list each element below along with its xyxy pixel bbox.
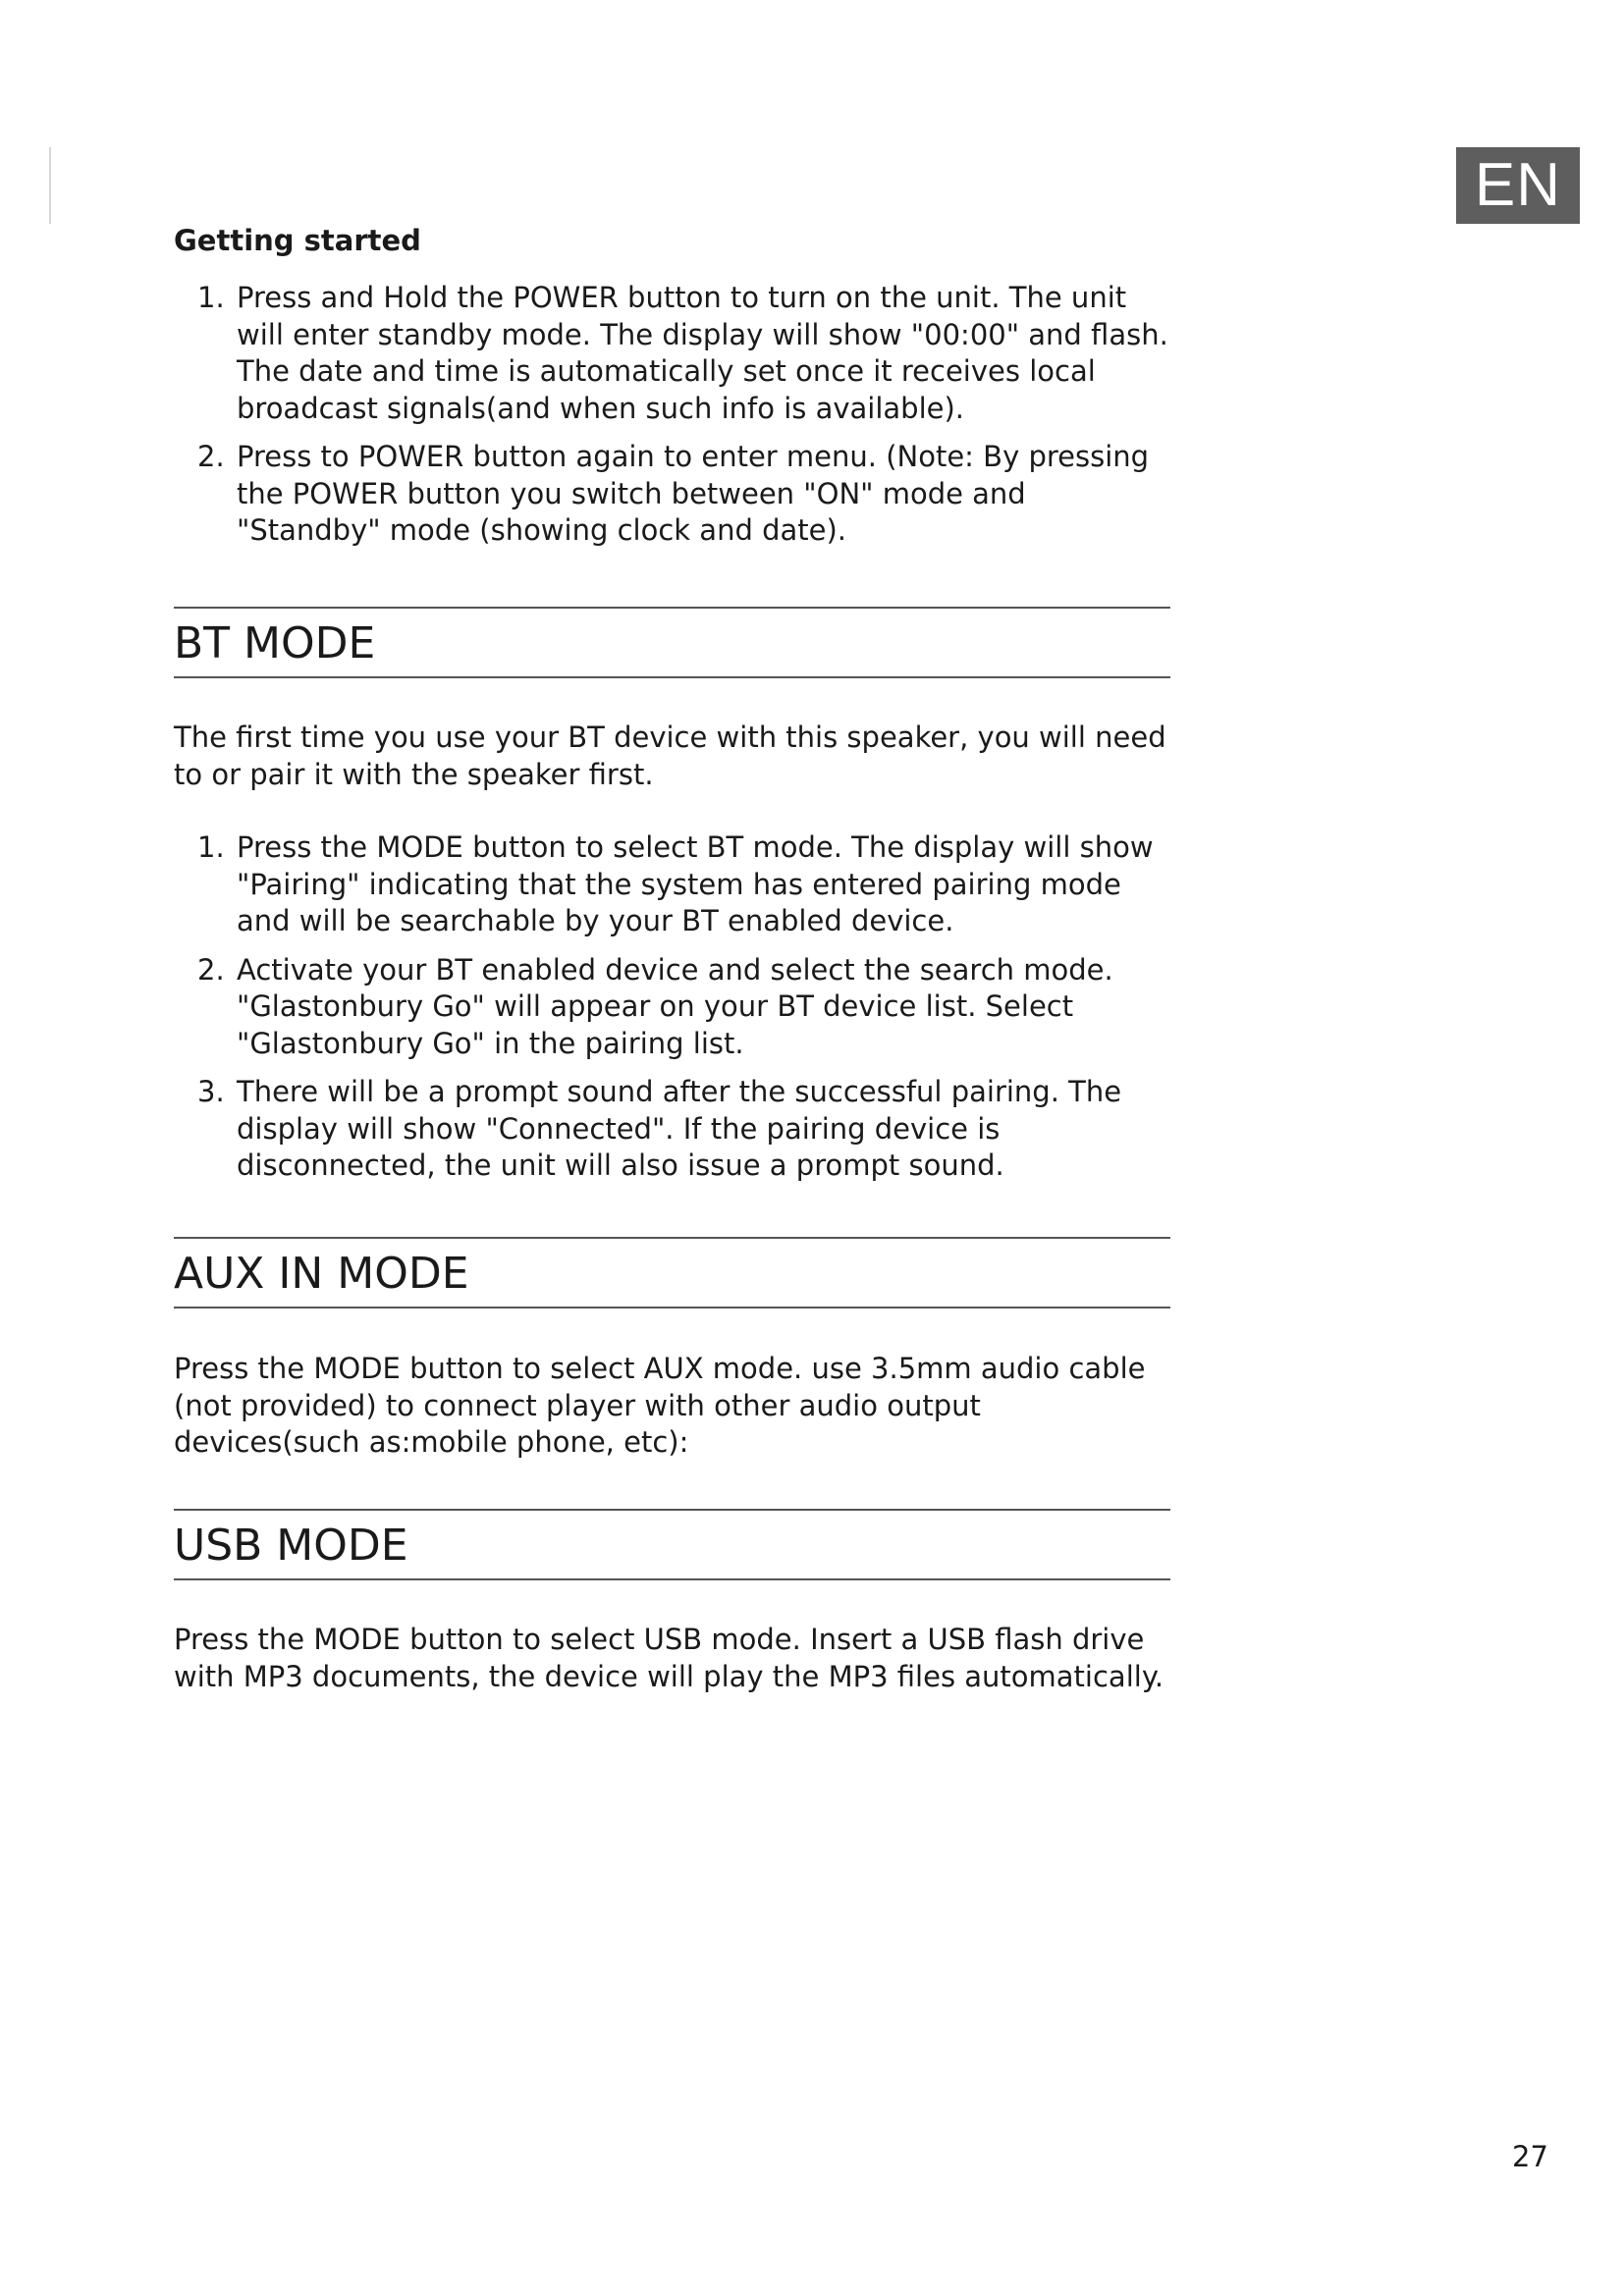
list-item <box>174 1074 1170 1185</box>
list-item-number: 3. <box>197 1075 225 1108</box>
section-rule-bottom <box>174 676 1170 678</box>
usb-mode-title: USB MODE <box>174 1521 408 1571</box>
list-item-number: 2. <box>197 440 225 473</box>
bt-mode-list <box>174 829 1170 1197</box>
section-rule-top <box>174 1509 1170 1511</box>
list-item-text: Press the MODE button to select BT mode. The display will show "Pairing" indicating that the system has entered pairing mode and will be searchable by your BT enabled device. <box>237 830 1154 937</box>
list-item-text: There will be a prompt sound after the successful pairing. The display will show "Connected". If the pairing device is disconnected, the unit will also issue a prompt sound. <box>237 1075 1122 1182</box>
list-item <box>174 280 1170 427</box>
usb-mode-text: Press the MODE button to select USB mode. Insert a USB flash drive with MP3 documents, the device will play the MP3 files automatically. <box>174 1623 1164 1693</box>
list-item-text: Activate your BT enabled device and select the search mode. "Glastonbury Go" will appear on your BT device list. Select "Glastonbury Go" in the pairing list. <box>237 952 1113 1060</box>
list-item <box>174 439 1170 550</box>
section-rule-bottom <box>174 1578 1170 1580</box>
list-item-text: Press to POWER button again to enter menu. (Note: By pressing the POWER button you switch between "ON" mode and "Standby" mode (showing clock and date). <box>237 440 1150 547</box>
section-rule-bottom <box>174 1307 1170 1308</box>
page-number: 27 <box>1512 2140 1548 2173</box>
list-item-number: 1. <box>197 281 225 314</box>
section-rule-top <box>174 1237 1170 1239</box>
bt-mode-title: BT MODE <box>174 618 376 668</box>
list-item <box>174 829 1170 940</box>
language-badge: EN <box>1456 147 1580 224</box>
aux-mode-text: Press the MODE button to select AUX mode. use 3.5mm audio cable (not provided) to connect player with other audio output devices(such as:mobile phone, etc): <box>174 1352 1146 1459</box>
list-item-text: Press and Hold the POWER button to turn on the unit. The unit will enter standby mode. The display will show "00:00" and flash. The date and time is automatically set once it receives local broadcast signals(and when such info is available). <box>237 281 1168 425</box>
list-item <box>174 952 1170 1063</box>
list-item-number: 1. <box>197 830 225 864</box>
section-rule-top <box>174 607 1170 609</box>
getting-started-list <box>174 280 1170 561</box>
bt-mode-intro: The first time you use your BT device with this speaker, you will need to or pair it with the speaker first. <box>174 721 1166 791</box>
aux-mode-title: AUX IN MODE <box>174 1249 469 1299</box>
list-item-number: 2. <box>197 952 225 987</box>
margin-line <box>49 147 51 224</box>
getting-started-heading: Getting started <box>174 224 421 257</box>
